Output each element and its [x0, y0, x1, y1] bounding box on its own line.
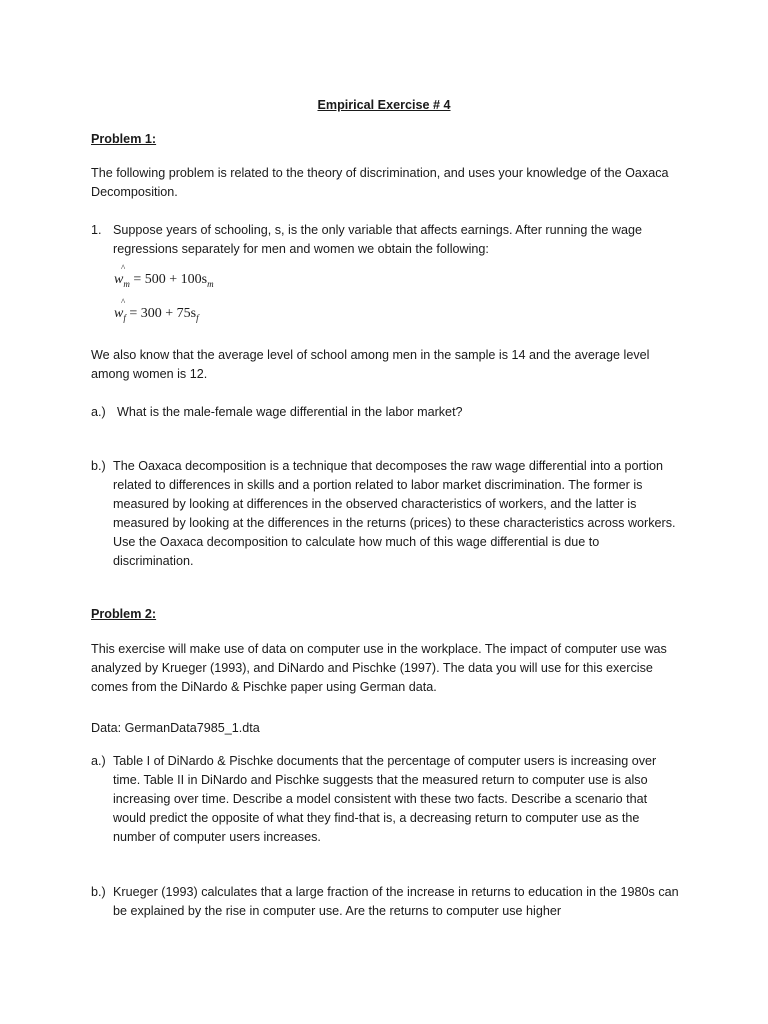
problem2-part-b: [91, 883, 681, 921]
problem2-intro: This exercise will make use of data on computer use in the workplace. The impact of computer use was analyzed by Krueger (1993), and DiNardo and Pischke (1997). The data you will use for this exercise comes from the DiNardo & Pischke paper using German data.: [91, 642, 667, 694]
item1-text: Suppose years of schooling, s, is the only variable that affects earnings. After running the wage regressions separately for men and women we obtain the following:: [113, 223, 643, 256]
document-title: Empirical Exercise # 4: [317, 98, 451, 112]
problem1-part-a: [91, 403, 681, 422]
part-a-text: What is the male-female wage differential in the labor market?: [117, 405, 463, 419]
eq2-rhs: = 300 + 75s: [129, 306, 197, 321]
problem1-intro: The following problem is related to the theory of discrimination, and uses your knowledge of the Oaxaca Decomposition.: [91, 166, 669, 199]
problem2-part-a: [91, 752, 681, 847]
part-a-label: a.): [91, 405, 106, 419]
equation-women: ^ $w_f = 300 + 75s_f$: [114, 297, 199, 323]
eq2-rhs-sub: f: [196, 312, 199, 323]
eq1-rhs: = 500 + 100s: [133, 272, 208, 287]
eq1-sub: m: [123, 278, 130, 289]
p2-part-a-label: a.): [91, 754, 106, 768]
eq2-sub: f: [123, 312, 126, 323]
p2-part-b-label: b.): [91, 885, 106, 899]
problem2-heading: Problem 2:: [91, 607, 157, 621]
problem1-part-b: [91, 457, 681, 571]
data-file-line: Data: GermanData7985_1.dta: [91, 721, 260, 735]
part-b-text: The Oaxaca decomposition is a technique that decomposes the raw wage differential into a portion related to differences in skills and a portion related to labor market discrimination. The former is measured by looking at differences in the observed characteristics of workers, and the latter is measured by looking at the differences in the returns (prices) to these characteristics across workers. Use the Oaxaca decomposition to calculate how much of this wage differential is due to discrimination.: [113, 459, 676, 568]
problem1-average-text: We also know that the average level of school among men in the sample is 14 and the average level among women is 12.: [91, 348, 650, 381]
eq1-lhs: w: [114, 272, 124, 287]
eq2-lhs: w: [114, 306, 124, 321]
problem1-item1: [91, 221, 681, 259]
p2-part-b-text: Krueger (1993) calculates that a large fraction of the increase in returns to education in the 1980s can be explained by the rise in computer use. Are the returns to computer use higher: [113, 885, 679, 918]
part-b-label: b.): [91, 459, 106, 473]
problem1-heading: Problem 1:: [91, 132, 157, 146]
eq1-rhs-sub: m: [207, 278, 214, 289]
p2-part-a-text: Table I of DiNardo & Pischke documents that the percentage of computer users is increasing over time. Table II in DiNardo and Pischke suggests that the measured return to computer use is also increasing over time. Describe a model consistent with these two facts. Describe a scenario that would predict the opposite of what they find-that is, a decreasing return to computer use as the number of computer users increases.: [113, 754, 657, 844]
equation-men: ^ $w_m = 500 + 100s_m$: [114, 263, 214, 289]
item1-number: 1.: [91, 223, 102, 237]
